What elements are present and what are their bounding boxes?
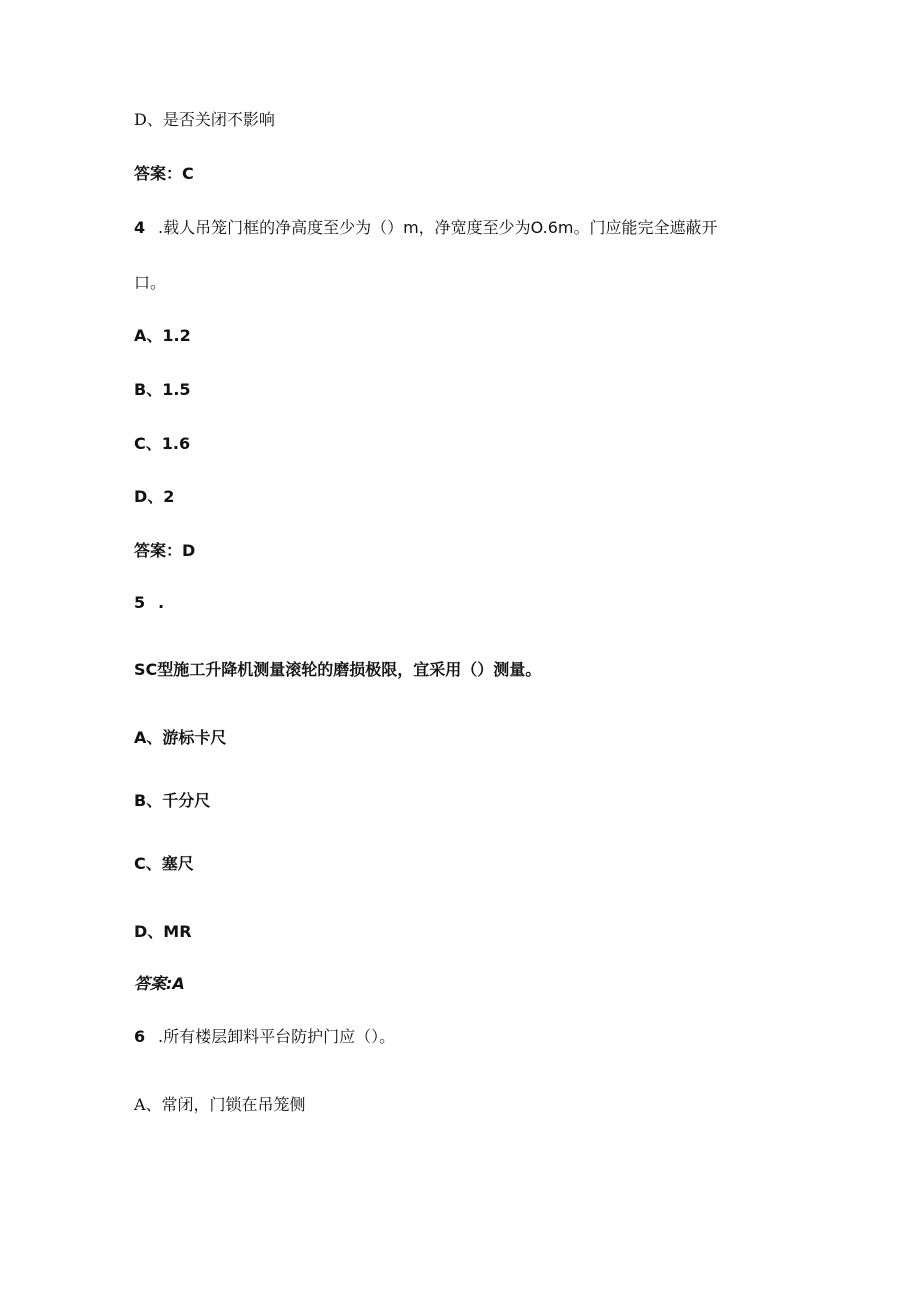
q4-question (134, 217, 717, 239)
q6-number: 6 (134, 1027, 146, 1046)
q3-answer: 答案：C (134, 164, 194, 183)
q6-text: .所有楼层卸料平台防护门应（）。 (158, 1027, 396, 1046)
q5-number-line (134, 592, 164, 614)
q4-option-a: A、1.2 (134, 326, 191, 345)
q4-option-c: C、1.6 (134, 434, 191, 453)
q3-option-d: D、是否关闭不影响 (134, 110, 275, 129)
q5-question: SC型施工升降机测量滚轮的磨损极限，宜采用（）测量。 (134, 660, 542, 679)
q4-option-b: B、1.5 (134, 380, 191, 399)
q6-question (134, 1026, 395, 1048)
q4-text-line2: 口。 (134, 273, 167, 292)
q4-number: 4 (134, 218, 146, 237)
q5-dot: . (158, 593, 165, 612)
q6-option-a: A、常闭，门锁在吊笼侧 (134, 1095, 306, 1114)
q4-text-line1: .载人吊笼门框的净高度至少为（）m，净宽度至少为O.6m。门应能完全遮蔽开 (158, 218, 718, 237)
q5-number: 5 (134, 593, 146, 612)
q5-option-a: A、游标卡尺 (134, 728, 227, 747)
q5-option-d: D、MR (134, 922, 192, 941)
q5-answer: 答案:A (134, 974, 185, 993)
q4-answer: 答案：D (134, 541, 196, 560)
q5-option-b: B、千分尺 (134, 791, 211, 810)
q5-option-c: C、塞尺 (134, 854, 194, 873)
q4-option-d: D、2 (134, 487, 175, 506)
